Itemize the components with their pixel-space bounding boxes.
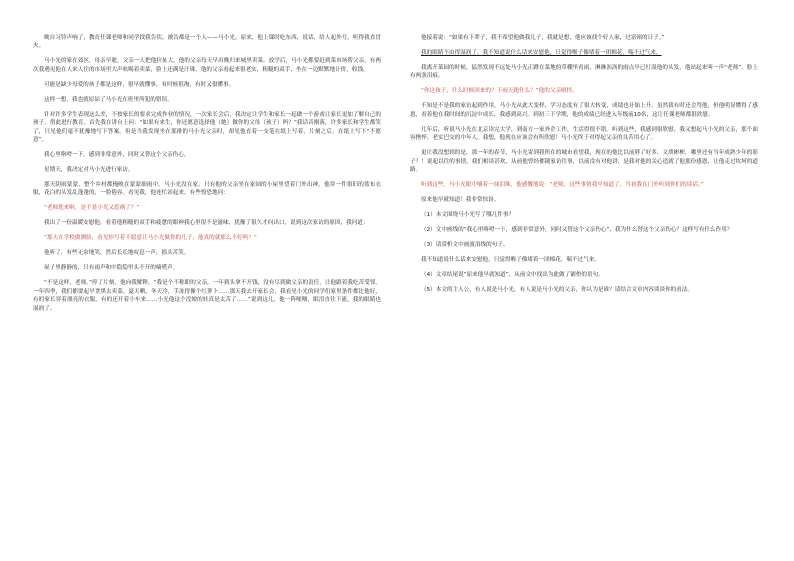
right-paragraph: 原来他早就知道！我非常惊讶。	[421, 197, 500, 204]
left-paragraph: 可能是缺少母爱的孩子都是这样，很早就懂事，有时候很淘，有时又很懂事。	[44, 81, 235, 88]
right-paragraph: （5）本文的主人公，有人说是马小光，有人说是马小光的父亲，你认为是谁？请结合文章内容谈谈你的看法。	[421, 287, 694, 294]
right-paragraph: 我离开菜园的时候，猛然发现不远处马小光正蹲在菜地的草棚里看雨，淋淋沥沥的雨点早已打湿他的头发，他站起来叫一声“老师”，脸上有两条泪痕。	[410, 65, 758, 80]
right-paragraph: 我不知道说什么话来安慰他，只觉得喉子像堵着一团棉花，喘不过气来。	[421, 257, 601, 264]
left-paragraph: 我心里咯噔一下，感到非常意外，同时又替这个父亲伤心。	[44, 152, 190, 159]
right-paragraph: “你这孩子，什么时候回来的？下雨天跑什么？”他的父亲嗔怪。	[421, 88, 578, 95]
left-paragraph: 屋子里静静的，只有雨声和中隐隐里头不开的嘀嗒声。	[44, 265, 179, 272]
left-paragraph: 针对许多学生表现这么差，不按家长的要求完成作业的情况，一次家长会后，我决定让学生和家长一起做一个游戏让家长更加了解自己的孩子，借此进行教育。首先我在讲台上问：“如果有来生，你还愿意选择他（她）做你的父母（孩子）吗？”我话音刚落，许多家长和学生都笑了，只见他们毫不犹豫地写下答案。但是当我发现坐在那排的马小光父亲时，却见他直着一支笔在纸上写着，片刻之后，在纸上写下“不愿意”。	[33, 111, 381, 144]
left-paragraph: 晚自习铃声响了，教育任课老师和同学找我告状，被告都是一个人——马小光。原来，他上课时吃东西，说话，给人起外号，听得我直冒火。	[33, 35, 381, 50]
left-paragraph: 那天阴雨蒙蒙，整个乡村都掩映在蒙蒙细雨中。马小光没在家，只有他的父亲坐在家园的小屋里望着门外出神，他穿一件很旧的蓝布衣服，花白的头发乱蓬蓬的，一脸倦容。看见我，他连忙站起来，有些惶恐地问：	[33, 182, 381, 197]
left-paragraph: 这样一想，我也就原谅了马小光在班里所犯的错误。	[44, 96, 173, 103]
right-paragraph: （1）本文围绕马小光写了哪几件事？	[421, 212, 515, 219]
left-paragraph: 马小光的家在郊区，母亲早逝，父亲一人把他拉扯大。他的父亲每天早出晚归来城里卖菜。放学后，马小光都要赶到菜市场帮父亲，有两次我遇见他在人来人往的市场里大声吆喝着卖菜，脸上还满是汗珠。他的父亲看起来很老实，粗糙的双手，坐在一边默默地计价，收钱。	[33, 58, 381, 73]
right-paragraph: （3）请赏析文中画波浪线的句子。	[421, 242, 509, 249]
right-paragraph: 我的眼睛不由得湿润了。我不知道说什么话来安慰他，只觉得喉子像堵着一团棉花，喘不过气来。	[421, 50, 662, 56]
left-paragraph: 他听了，有些无奈地笑，然后长长地叹息一声，摇头苦笑。	[44, 250, 190, 257]
right-paragraph: 他接着说：“如果有下辈子，我不希望他做我儿子，我就是想，他应该找个好人家，过富裕的日子。”	[421, 35, 665, 41]
left-paragraph: “老师您来啦，是不是小光又惹祸了？”	[44, 205, 140, 212]
left-column	[33, 34, 381, 320]
right-paragraph: 听到这些，马小光眼中噙着一抹泪珠，他感慨地说：“老师，这些事情我早知道了，当初我在门外听到你们的谈话。”	[421, 182, 704, 189]
left-paragraph: 我出了一份温暖安慰他，看着他粗糙的双手和疲惫的眼神我心里很不是滋味，犹豫了很久才问出口，说到这次家访的原因，我问道：	[44, 220, 369, 227]
left-paragraph: “那天在学校做测验，看见你写着不愿意让马小光做你的儿子，他真的就那么不好吗？”	[44, 235, 257, 242]
right-paragraph: 几年后，听说马小光在北京读完大学，到南方一家外企工作，生活得很不错。听到这些，我感到很欣慰。我又想起马小光的父亲，那个面容憔悴、老实巴交的中年人。我想，他现在应该会有所欣慰！马小光终于对得起父亲的良苦用心了。	[410, 126, 758, 142]
right-column	[410, 34, 758, 301]
left-paragraph: “不是这样，老师。”停了片刻，他向我解释，“我是个不称职的父亲，一年到头拿不开钱，没有尽到做父亲的责任，让他跟着我吃苦受罪。一年四季，我们都要起早贪黑去卖菜。夏天晒，冬天冷，手冻得像个红萝卜……那天我去开家长会，我看见小光的同学们家里条件都比他好，有的家长穿着漂亮的衣服，有的还开着小车来……小光他这个没娘的娃真是太苦了……”说到这儿，他一阵哽咽，眼泪直往下流，我的眼睛也湿润了。	[33, 280, 381, 312]
right-paragraph: 更让我没想到的是，那一年的春节，马小光寄到我所在的城市看望我，现在的他比以前胖了好多，文质彬彬，哪里还有当年成熟少年的影子？！说起以往的事情，我们相谈甚欢，从前他曾经都随家访往事，以前没有对他讲，是我对他的关心造就了他那份感恩，让他走过坎坷的道路。	[410, 150, 758, 174]
right-paragraph: （2）文中画线的“我心里咯噔一下，感到非常意外，同时又替这个父亲伤心”，我为什么替这个父亲伤心？这样写有什么作用？	[421, 227, 733, 234]
right-paragraph: （4）文章结尾说“原来他早就知道”，从前文中找出为此做了铺垫的语句。	[421, 272, 604, 279]
right-paragraph: 不知是不是我的家访起到作用，马小光从此大变样，学习态度有了很大转变，成绩也开始上升。虽然我有时还会骂他，但他明显懂得了感恩，看着他在我时间的沉淀中成长，我感到高兴。到初三下学期，他的成绩已经进入年级前10名，这让任课老师都很欣慰。	[410, 103, 758, 118]
left-paragraph: 星期天，我决定对马小光进行家访。	[44, 167, 134, 174]
